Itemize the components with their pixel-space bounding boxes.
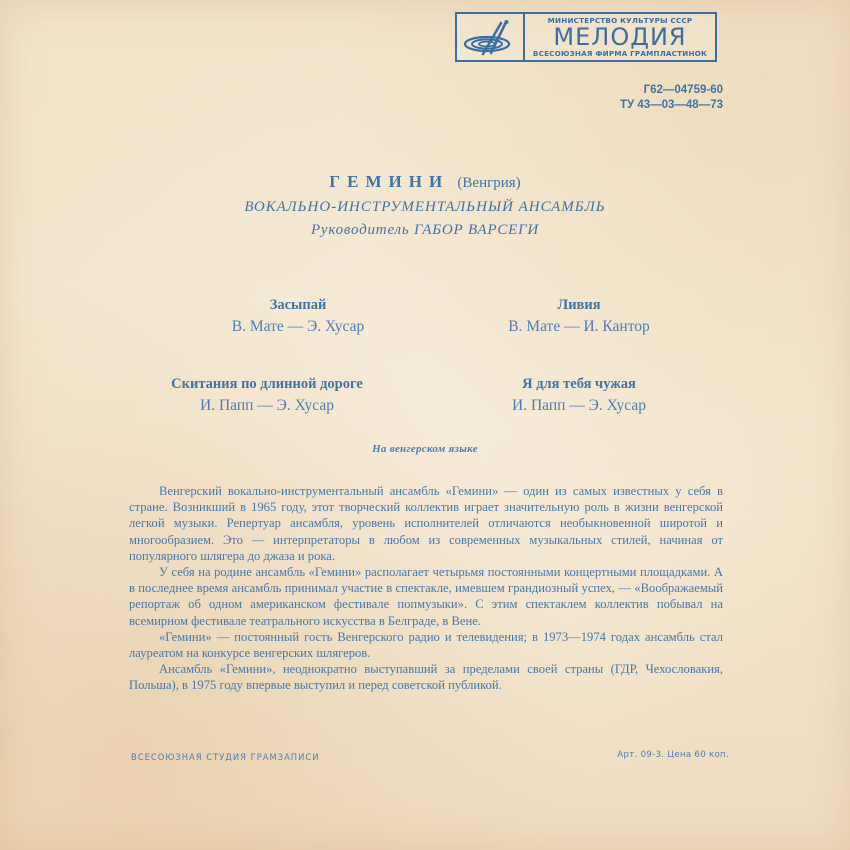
title-block — [0, 172, 850, 239]
catalog-codes — [620, 83, 723, 113]
logo-firm-text: ВСЕСОЮЗНАЯ ФИРМА ГРАМПЛАСТИНОК — [532, 49, 708, 58]
logo-ministry-text: МИНИСТЕРСТВО КУЛЬТУРЫ СССР — [547, 15, 693, 25]
track-credits: В. Мате — Э. Хусар — [231, 318, 365, 335]
track-item — [137, 376, 397, 415]
track-credits: И. Папп — Э. Хусар — [200, 397, 334, 414]
footer-price: Арт. 09-3. Цена 60 коп. — [617, 750, 729, 760]
catalog-standard: ТУ 43—03—48—73 — [619, 99, 723, 111]
track-credits: И. Папп — Э. Хусар — [512, 397, 646, 414]
artist-country: (Венгрия) — [457, 175, 521, 191]
description-paragraph: У себя на родине ансамбль «Гемини» располагает четырьмя постоянными концертными площадками. А в последнее время ансамбль принимал участие в спектакле, имевшем грандиозный успех, — «Воображаемый репортаж об одном американском фестивале попмузыки». С этим спектаклем коллектив побывал на всемирном фестивале театрального искусства в Белграде, в Вене. — [129, 565, 723, 628]
track-credits: В. Мате — И. Кантор — [508, 318, 650, 335]
description-paragraph: Ансамбль «Гемини», неоднократно выступавший за пределами своей страны (ГДР, Чехословакия, Польша), в 1975 году впервые выступил и перед советской публикой. — [129, 662, 723, 693]
artist-name: ГЕМИНИ — [329, 172, 450, 191]
description-text — [129, 483, 723, 694]
track-title: Засыпай — [269, 297, 327, 313]
ensemble-leader: Руководитель ГАБОР ВАРСЕГИ — [310, 222, 540, 238]
melodiya-emblem-icon — [457, 14, 525, 60]
track-title: Ливия — [557, 297, 601, 313]
melodiya-logo — [455, 12, 717, 62]
language-note: На венгерском языке — [372, 443, 478, 455]
title-line — [0, 172, 850, 192]
ensemble-subtitle: ВОКАЛЬНО-ИНСТРУМЕНТАЛЬНЫЙ АНСАМБЛЬ — [244, 199, 606, 215]
track-item — [449, 376, 709, 415]
footer-studio: ВСЕСОЮЗНАЯ СТУДИЯ ГРАМЗАПИСИ — [131, 752, 320, 762]
catalog-number: Г62—04759-60 — [643, 84, 723, 96]
track-title: Скитания по длинной дороге — [171, 376, 363, 392]
track-item — [168, 297, 428, 336]
logo-text-block — [525, 14, 715, 60]
logo-brand-name: МЕЛОДИЯ — [553, 23, 687, 51]
track-title: Я для тебя чужая — [522, 376, 636, 392]
track-item — [449, 297, 709, 336]
description-paragraph: «Гемини» — постоянный гость Венгерского радио и телевидения; в 1973—1974 годах ансамбль стал лауреатом на конкурсе венгерских шлягеров. — [129, 629, 723, 661]
description-paragraph: Венгерский вокально-инструментальный ансамбль «Гемини» — один из самых известных у себя в стране. Возникший в 1965 году, этот творческий коллектив играет значительную роль в жизни венгерской легкой музыки. Репертуар ансамбля, уровень исполнителей отличаются необыкновенной широтой и многообразием. Это — интерпретаторы в любом из современных музыкальных стилей, начиная от популярного шлягера до джаза и рока. — [129, 484, 723, 563]
